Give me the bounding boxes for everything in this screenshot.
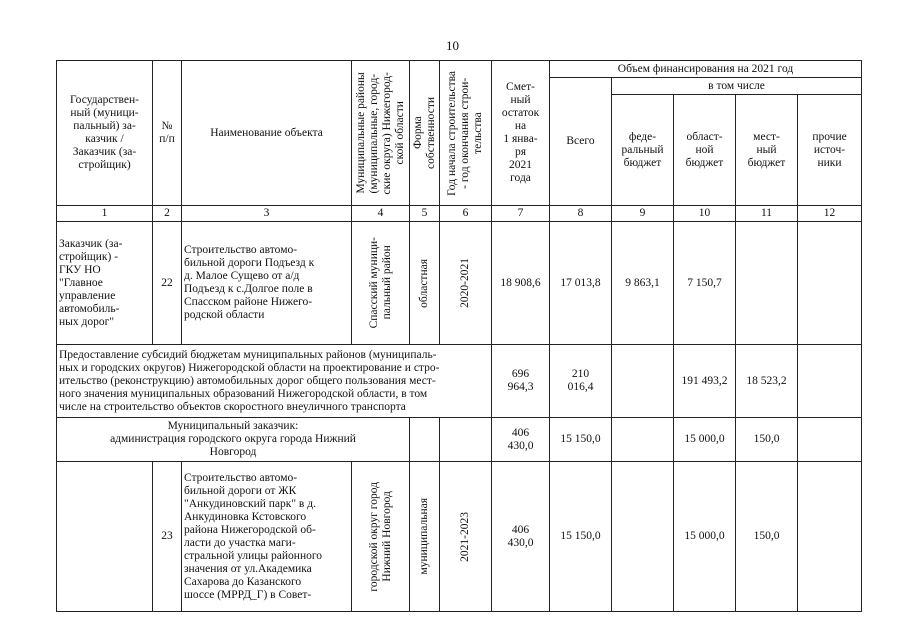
row22-ownership-cell	[410, 222, 440, 345]
subsidy-regional: 191 493,2	[674, 345, 736, 418]
header-index: № п/п	[153, 61, 182, 206]
row22-total: 17 013,8	[550, 222, 612, 345]
row23-local: 150,0	[736, 462, 798, 612]
municipal-ownership	[410, 418, 440, 462]
header-object-name: Наименование объекта	[182, 61, 352, 206]
row23-ownership-cell	[410, 462, 440, 612]
table-row	[57, 345, 862, 418]
row23-remaining-cost: 406 430,0	[492, 462, 550, 612]
header-district: Муниципальные районы (муниципальные, город- ские округа) Нижегород- ской области	[354, 71, 406, 195]
table-row	[57, 222, 862, 345]
header-remaining-cost: Смет- ный остаток на 1 янва- ря 2021 года	[492, 61, 550, 206]
column-number: 4	[352, 206, 410, 222]
municipal-total: 15 150,0	[550, 418, 612, 462]
column-number: 1	[57, 206, 153, 222]
column-number: 2	[153, 206, 182, 222]
row23-object-name: Строительство автомо- бильной дороги от ЖК "Анкудиновский парк" в д. Анкудиновка Кстовского района Нижегородской об- ласти до участка маги- стральной улицы районного значения от ул.Академика Сахарова до Казанского шоссе (МРРД_Г) в Совет-	[182, 462, 352, 612]
column-number-row	[57, 206, 862, 222]
subsidy-total: 210 016,4	[550, 345, 612, 418]
row22-district-cell	[352, 222, 410, 345]
column-number: 12	[798, 206, 862, 222]
row23-years-cell	[440, 462, 492, 612]
table-row	[57, 462, 862, 612]
row22-federal: 9 863,1	[612, 222, 674, 345]
header-other: прочие источ- ники	[798, 95, 862, 206]
table-row	[57, 418, 862, 462]
header-federal: феде- ральный бюджет	[612, 95, 674, 206]
municipal-years	[440, 418, 492, 462]
subsidy-other	[798, 345, 862, 418]
row23-other	[798, 462, 862, 612]
row22-regional: 7 150,7	[674, 222, 736, 345]
municipal-local: 150,0	[736, 418, 798, 462]
column-number: 6	[440, 206, 492, 222]
column-number: 11	[736, 206, 798, 222]
header-years: Год начала строительства - год окончания строи- тельства	[446, 70, 484, 196]
municipal-other	[798, 418, 862, 462]
subsidy-local: 18 523,2	[736, 345, 798, 418]
column-number: 10	[674, 206, 736, 222]
row23-ownership: муниципальная	[418, 498, 430, 575]
header-local: мест- ный бюджет	[736, 95, 798, 206]
municipal-federal	[612, 418, 674, 462]
row23-years: 2021-2023	[459, 511, 471, 562]
financing-table	[56, 60, 862, 612]
row22-index: 22	[153, 222, 182, 345]
row23-district-cell	[352, 462, 410, 612]
row22-local	[736, 222, 798, 345]
column-number: 3	[182, 206, 352, 222]
row23-customer	[57, 462, 153, 612]
subsidy-federal	[612, 345, 674, 418]
page-number: 10	[446, 38, 459, 53]
row22-other	[798, 222, 862, 345]
header-ownership-cell	[410, 61, 440, 206]
column-number: 5	[410, 206, 440, 222]
header-including: в том числе	[612, 78, 862, 95]
header-funding-group: Объем финансирования на 2021 год	[550, 61, 862, 78]
subsidy-description: Предоставление субсидий бюджетам муниципальных районов (муниципаль- ных и городских округов) Нижегородской области на проектирование и стро- ительство (реконструкцию) автомобильных дорог общего пользования мест- ного значения муниципальных образований Нижегородской области, в том числе на строительство объектов скоростного внеуличного транспорта	[57, 345, 492, 418]
municipal-regional: 15 000,0	[674, 418, 736, 462]
row23-total: 15 150,0	[550, 462, 612, 612]
header-total: Всего	[550, 78, 612, 206]
row23-district: городской округ город Нижний Новгород	[367, 481, 393, 592]
header-ownership: Форма собственности	[412, 97, 437, 169]
column-number: 8	[550, 206, 612, 222]
row23-federal	[612, 462, 674, 612]
header-district-cell	[352, 61, 410, 206]
row22-customer: Заказчик (за- стройщик) - ГКУ НО "Главное управление автомобиль- ных дорог"	[57, 222, 153, 345]
row23-regional: 15 000,0	[674, 462, 736, 612]
municipal-remaining-cost: 406 430,0	[492, 418, 550, 462]
subsidy-remaining-cost: 696 964,3	[492, 345, 550, 418]
row23-index: 23	[153, 462, 182, 612]
row22-object-name: Строительство автомо- бильной дороги Подъезд к д. Малое Сущево от а/д Подъезд к с.Долгое поле в Спасском районе Нижего- родской области	[182, 222, 352, 345]
row22-remaining-cost: 18 908,6	[492, 222, 550, 345]
header-customer: Государствен- ный (муници- пальный) за- казчик / Заказчик (за- стройщик)	[57, 61, 153, 206]
row22-years-cell	[440, 222, 492, 345]
row22-ownership: областная	[418, 258, 430, 308]
column-number: 7	[492, 206, 550, 222]
column-number: 9	[612, 206, 674, 222]
header-regional: област- ной бюджет	[674, 95, 736, 206]
municipal-customer: Муниципальный заказчик: администрация городского округа города Нижний Новгород	[57, 418, 410, 462]
row22-district: Спасский муници- пальный район	[367, 237, 393, 329]
row22-years: 2020-2021	[459, 258, 471, 308]
header-years-cell	[440, 61, 492, 206]
